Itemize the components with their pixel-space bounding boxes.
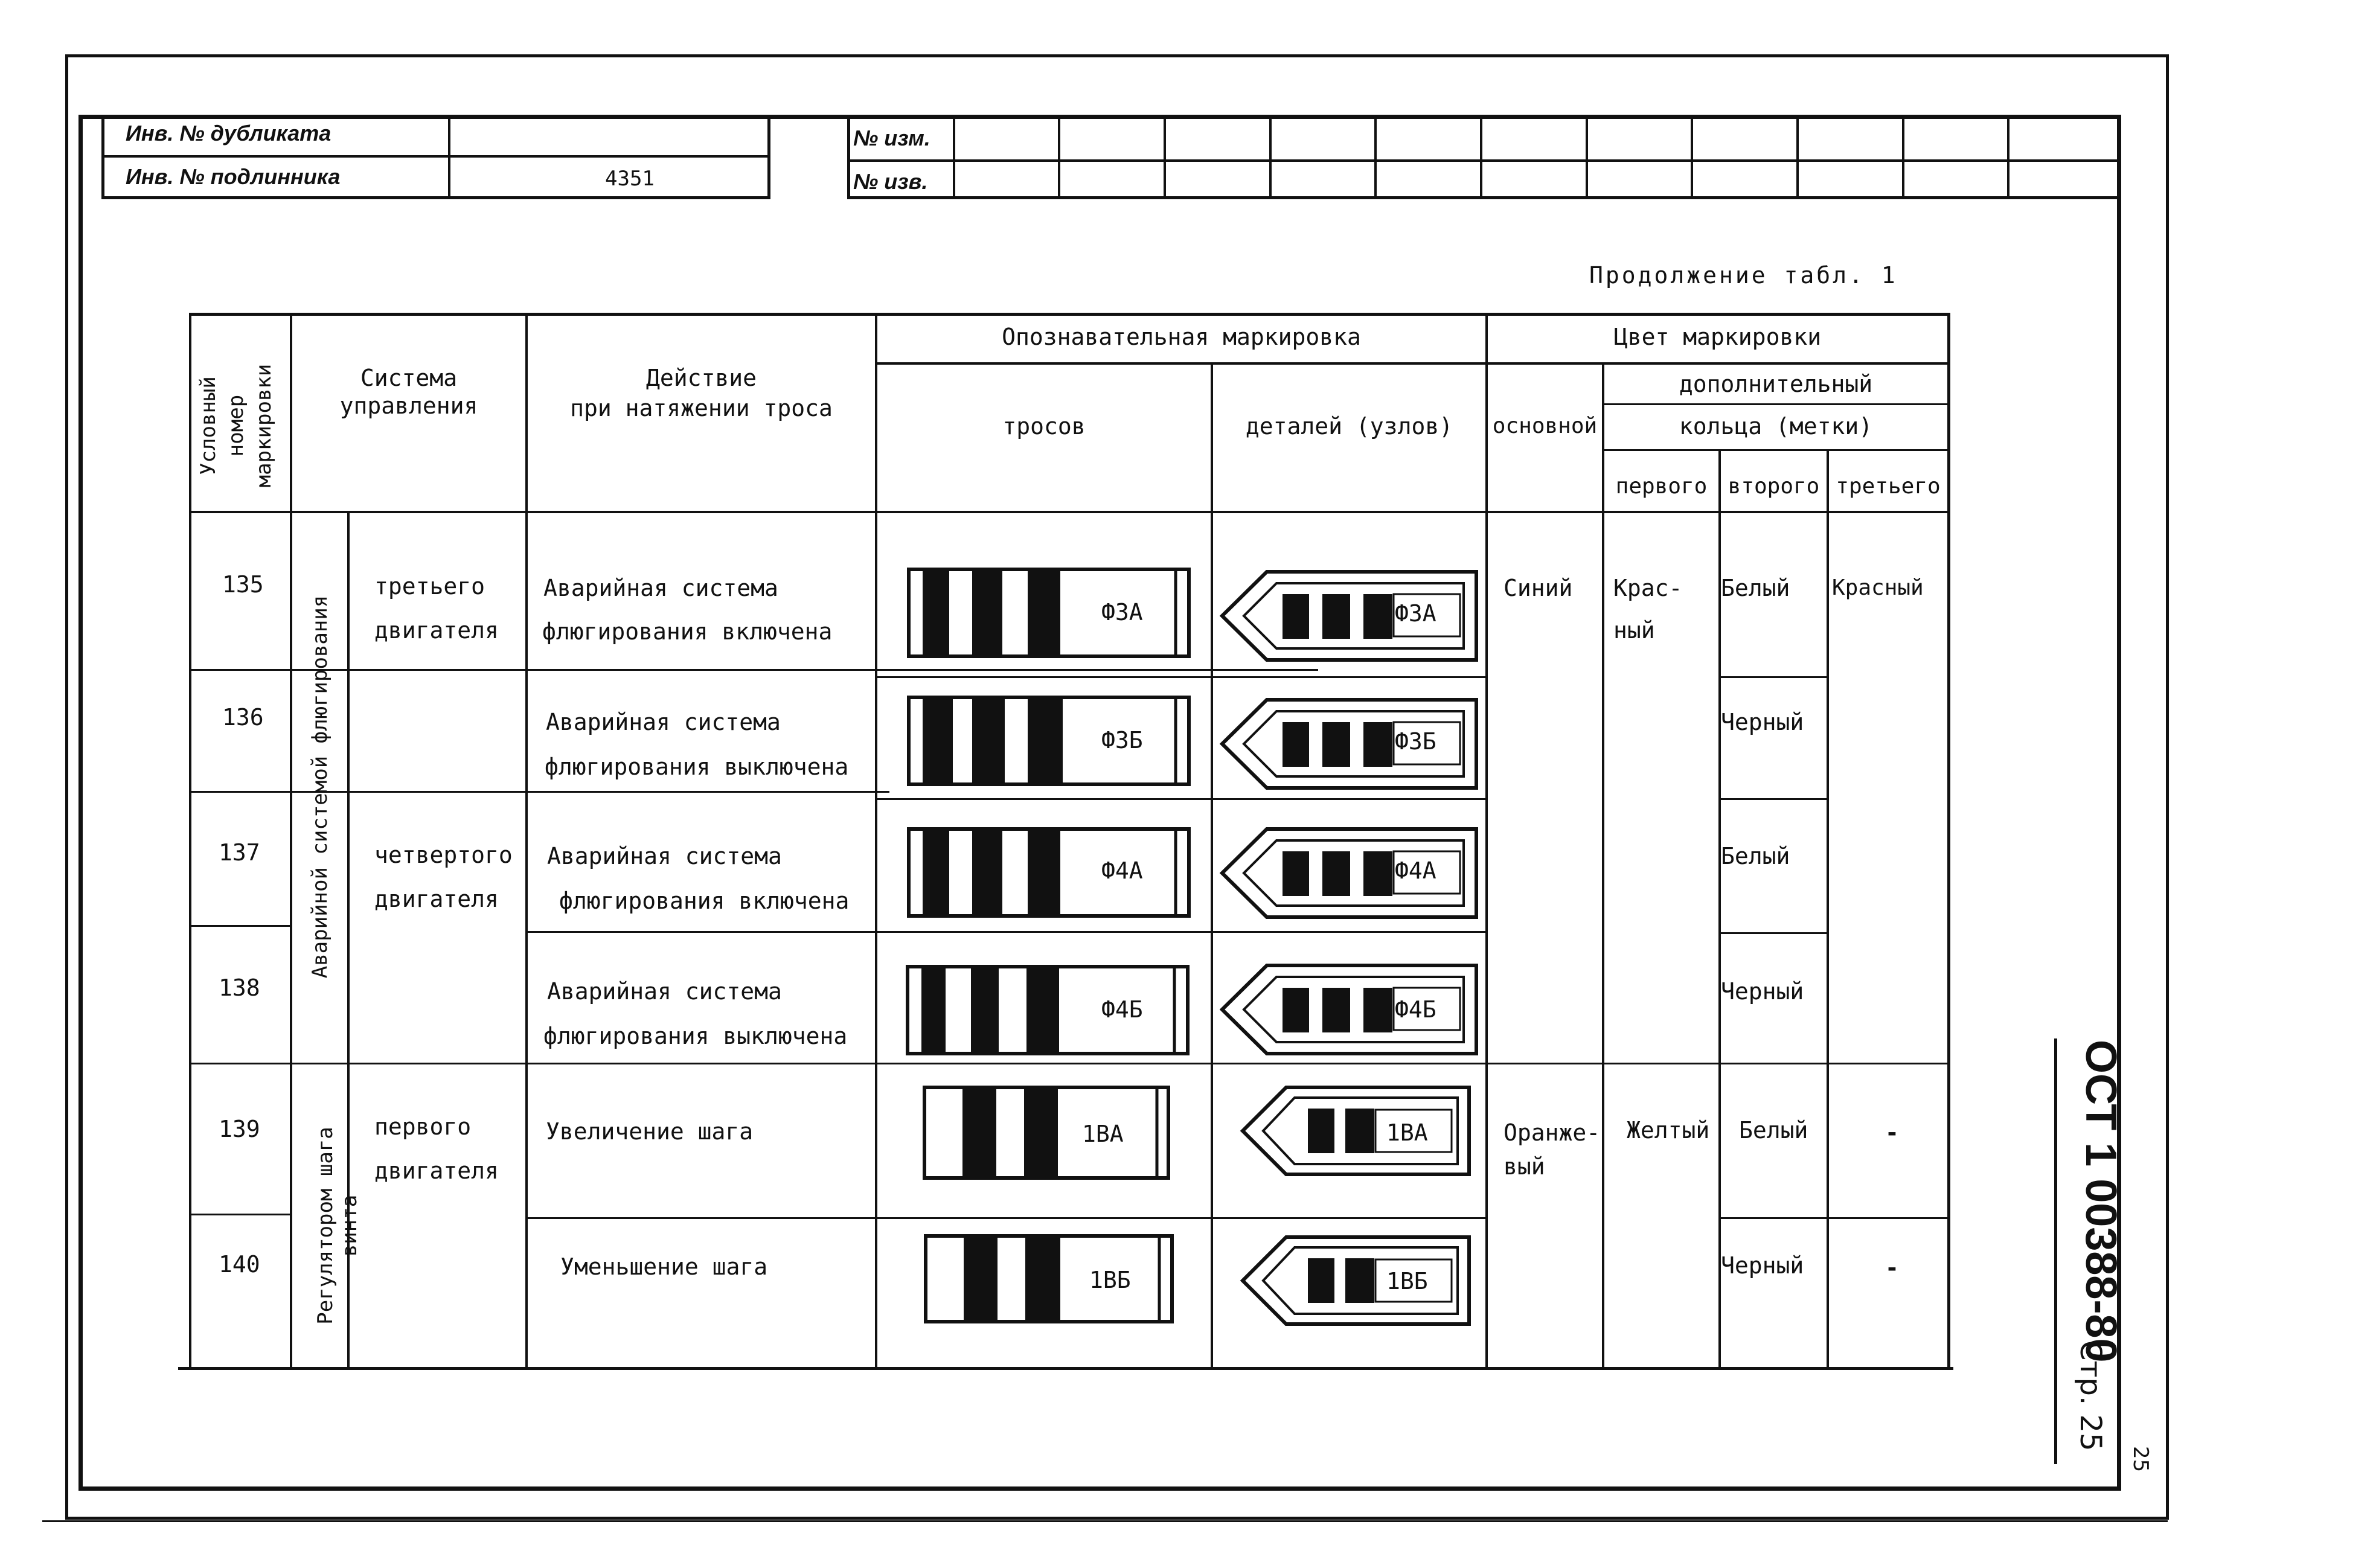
rope-code: Ф3А (1101, 599, 1143, 626)
color-first-a-2: ный (1613, 617, 1655, 644)
hline-row-135 (189, 669, 1318, 671)
row-action-line1: Уменьшение шага (560, 1253, 768, 1280)
header-additional: дополнительный (1679, 371, 1873, 397)
stamp-col-5 (1374, 115, 1377, 199)
color-first-a-1: Крас- (1613, 575, 1683, 601)
color-first-b: Желтый (1627, 1117, 1710, 1144)
header-main: основной (1492, 414, 1598, 438)
izv-label: № изв. (853, 169, 928, 194)
inv-orig-label: Инв. № подлинника (126, 164, 341, 189)
stamp-left-hdiv (101, 155, 770, 158)
stamp-right-box (847, 115, 2121, 199)
vline-action (875, 313, 877, 1369)
row-action-line1: Аварийная система (546, 709, 781, 735)
row-num: 138 (219, 974, 260, 1001)
part-code: Ф4А (1395, 857, 1436, 884)
rope-marking-1vb (924, 1234, 1174, 1323)
row-action-line2: флюгирования выключена (543, 1023, 848, 1049)
part-marking-f3b (1219, 698, 1478, 790)
table-header-bottom (189, 511, 1950, 513)
row-action-line1: Аварийная система (547, 978, 782, 1005)
rope-code: 1ВБ (1089, 1267, 1131, 1293)
engine-4-line1: четвертого (374, 842, 513, 868)
header-num-line1: Условный (196, 376, 220, 475)
part-code: Ф3Б (1395, 728, 1436, 755)
engine-4-line2: двигателя (374, 886, 499, 912)
part-code: 1ВА (1386, 1119, 1428, 1146)
stamp-right-hdiv (847, 159, 2121, 162)
hline-row-135-mark (875, 676, 1485, 678)
hline-row-135-second (1718, 676, 1827, 678)
group-pitch-label (313, 1108, 362, 1343)
continuation-label: Продолжение табл. 1 (1589, 262, 1898, 289)
part-code: Ф3А (1395, 600, 1436, 627)
rope-code: Ф4А (1101, 857, 1143, 884)
hline-group-split (290, 1063, 525, 1064)
inv-dup-label: Инв. № дубликата (126, 121, 331, 146)
vline-system (525, 313, 528, 1369)
page-num: 25 (2128, 1446, 2153, 1473)
row-action-line1: Аварийная система (543, 575, 778, 601)
hline-row-137 (189, 925, 292, 927)
part-marking-f3a (1219, 570, 1478, 662)
rope-marking-1va (923, 1086, 1170, 1180)
color-third-a: Красный (1832, 575, 1924, 600)
color-second-139: Белый (1739, 1117, 1808, 1144)
group-feathering-label: Аварийной системой флюгирования (308, 595, 332, 979)
stamp-col-1 (953, 115, 955, 199)
hline-row-137-second (1718, 932, 1827, 934)
row-action-line1: Аварийная система (547, 843, 782, 869)
color-third-139: - (1885, 1119, 1899, 1146)
row-action-line2: флюгирования выключена (545, 754, 849, 780)
color-second-140: Черный (1721, 1252, 1804, 1279)
engine-1-line1: первого (374, 1113, 472, 1140)
header-first: первого (1615, 474, 1708, 499)
header-third: третьего (1836, 474, 1941, 499)
color-main-b-1: Оранже- (1504, 1119, 1601, 1146)
bottom-edge-line (42, 1520, 2168, 1522)
color-main-a: Синий (1504, 575, 1573, 601)
stamp-left-vdiv (448, 115, 450, 199)
part-code: 1ВБ (1386, 1268, 1428, 1294)
part-marking-f4b (1219, 964, 1478, 1055)
row-num: 136 (222, 704, 264, 731)
header-action-2: при натяжении троса (570, 395, 833, 421)
rope-code: Ф4Б (1101, 996, 1143, 1023)
hline-row-139 (189, 1214, 292, 1215)
color-third-140: - (1885, 1255, 1899, 1281)
part-marking-1vb (1239, 1235, 1471, 1326)
engine-3-line2: двигателя (374, 617, 499, 644)
stamp-col-2 (1058, 115, 1060, 199)
header-second: второго (1728, 474, 1820, 499)
stamp-col-10 (1902, 115, 1904, 199)
inv-orig-value: 4351 (605, 167, 655, 191)
stamp-col-7 (1586, 115, 1588, 199)
color-second-135: Белый (1721, 575, 1790, 601)
stamp-col-4 (1269, 115, 1272, 199)
header-num-line2: номер (224, 394, 248, 457)
doc-code-rule (2054, 1038, 2057, 1464)
part-marking-f4a (1219, 827, 1478, 919)
row-action-line2: флюгирования включена (542, 618, 833, 645)
stamp-col-8 (1691, 115, 1693, 199)
table-bottom (178, 1367, 1953, 1370)
page-label: Стр. 25 (2074, 1340, 2107, 1451)
header-color: Цвет маркировки (1613, 324, 1822, 350)
vline-right (1947, 313, 1950, 1369)
color-second-138: Черный (1721, 978, 1804, 1005)
hline-row-136 (189, 791, 889, 793)
rope-marking-f4a (907, 827, 1191, 918)
rope-marking-f3b (907, 696, 1191, 786)
color-main-b-2: вый (1504, 1153, 1545, 1180)
hline-row-136-second (1718, 798, 1827, 800)
stamp-col-11 (2007, 115, 2010, 199)
row-num: 140 (219, 1251, 260, 1278)
vline-main (1602, 362, 1604, 1369)
row-num: 139 (219, 1116, 260, 1142)
group-pitch-line1: Регулятором шага (313, 1127, 338, 1325)
header-id-marking: Опознавательная маркировка (1002, 324, 1361, 350)
header-num (194, 326, 285, 525)
hline-row-139-mark (525, 1217, 1485, 1219)
vline-left (189, 313, 191, 1369)
doc-code: ОСТ 1 00388-80 (2077, 1040, 2125, 1363)
stamp-col-9 (1796, 115, 1799, 199)
part-marking-1va (1239, 1086, 1471, 1176)
vline-parts (1485, 313, 1488, 1369)
color-second-136: Черный (1721, 709, 1804, 735)
vline-num (290, 313, 292, 1369)
rope-code: Ф3Б (1101, 727, 1143, 754)
header-ropes: тросов (1002, 413, 1086, 440)
engine-3-line1: третьего (374, 573, 485, 600)
part-code: Ф4Б (1395, 996, 1436, 1023)
row-num: 137 (219, 839, 260, 866)
row-action-line1: Увеличение шага (546, 1118, 754, 1145)
color-second-137: Белый (1721, 843, 1790, 869)
header-action-1: Действие (645, 365, 757, 391)
stamp-col-6 (1480, 115, 1482, 199)
header-system-1: Система (360, 365, 458, 391)
hline-header-3 (1602, 449, 1950, 451)
row-action-line2: флюгирования включена (559, 888, 850, 914)
engine-1-line2: двигателя (374, 1157, 499, 1184)
header-rings: кольца (метки) (1679, 413, 1873, 440)
rope-marking-f4b (906, 965, 1190, 1055)
row-num: 135 (222, 571, 264, 598)
header-num-line3: маркировки (252, 363, 276, 488)
header-system-2: управления (339, 392, 478, 419)
rope-code: 1ВА (1082, 1121, 1124, 1147)
vline-second (1827, 449, 1829, 1369)
hline-row-139-second (1718, 1217, 1950, 1219)
group-pitch-line2: винта (338, 1194, 362, 1257)
rope-marking-f3a (907, 568, 1191, 658)
hline-row-136-mark (875, 798, 1485, 800)
izm-label: № изм. (853, 126, 930, 150)
hline-row-137-mark (525, 931, 1485, 933)
header-parts: деталей (узлов) (1245, 413, 1453, 440)
stamp-col-3 (1164, 115, 1166, 199)
